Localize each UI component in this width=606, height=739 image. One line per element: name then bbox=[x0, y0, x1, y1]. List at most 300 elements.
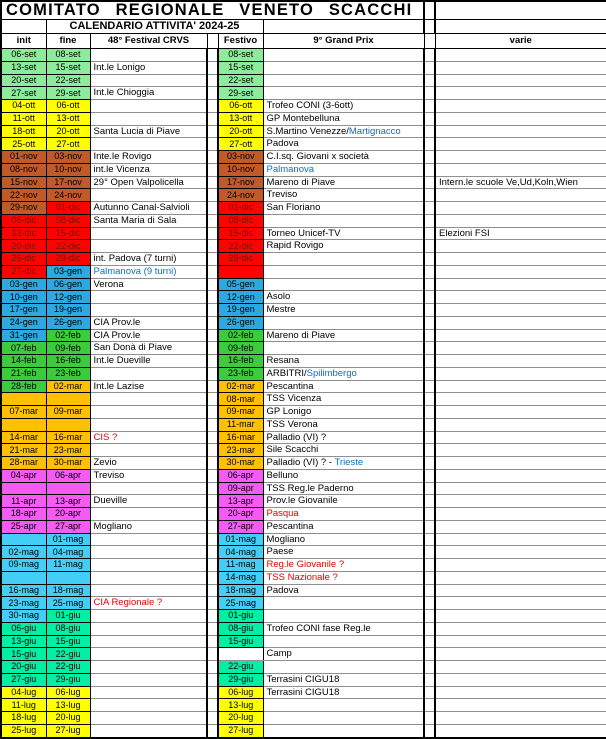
init-date-cell[interactable]: 02-mag bbox=[1, 546, 46, 559]
festivo-date-cell[interactable]: 16-feb bbox=[218, 355, 263, 368]
fine-date-cell[interactable]: 17-nov bbox=[46, 176, 90, 189]
varie-cell[interactable] bbox=[435, 202, 606, 215]
init-date-cell[interactable] bbox=[1, 393, 46, 406]
fine-date-cell[interactable]: 09-feb bbox=[46, 342, 90, 355]
init-date-cell[interactable] bbox=[1, 571, 46, 584]
festivo-date-cell[interactable]: 15-dic bbox=[218, 227, 263, 240]
festival-event-cell[interactable]: 29° Open Valpolicella bbox=[90, 176, 207, 189]
varie-cell[interactable] bbox=[435, 355, 606, 368]
fine-date-cell[interactable]: 06-lug bbox=[46, 686, 90, 699]
varie-cell[interactable] bbox=[435, 380, 606, 393]
festivo-date-cell[interactable]: 06-ott bbox=[218, 100, 263, 113]
grand-prix-event-cell[interactable] bbox=[263, 278, 424, 291]
init-date-cell[interactable]: 06-giu bbox=[1, 622, 46, 635]
fine-date-cell[interactable]: 04-mag bbox=[46, 546, 90, 559]
grand-prix-event-cell[interactable]: TSS Verona bbox=[263, 418, 424, 431]
fine-date-cell[interactable]: 30-mar bbox=[46, 457, 90, 470]
festivo-date-cell[interactable]: 13-apr bbox=[218, 495, 263, 508]
fine-date-cell[interactable]: 13-apr bbox=[46, 495, 90, 508]
varie-cell[interactable] bbox=[435, 291, 606, 304]
festivo-date-cell[interactable]: 11-mag bbox=[218, 559, 263, 572]
fine-date-cell[interactable]: 01-dic bbox=[46, 202, 90, 215]
festival-event-cell[interactable] bbox=[90, 584, 207, 597]
festival-event-cell[interactable] bbox=[90, 367, 207, 380]
fine-date-cell[interactable]: 08-dic bbox=[46, 214, 90, 227]
varie-cell[interactable] bbox=[435, 444, 606, 457]
festival-event-cell[interactable] bbox=[90, 304, 207, 317]
varie-cell[interactable] bbox=[435, 125, 606, 138]
festival-event-cell[interactable]: CIA Prov.le bbox=[90, 316, 207, 329]
init-date-cell[interactable]: 13-dic bbox=[1, 227, 46, 240]
grand-prix-event-cell[interactable] bbox=[263, 214, 424, 227]
varie-cell[interactable] bbox=[435, 712, 606, 725]
festivo-date-cell[interactable]: 29-dic bbox=[218, 253, 263, 266]
grand-prix-event-cell[interactable] bbox=[263, 571, 424, 584]
festivo-date-cell[interactable]: 30-mar bbox=[218, 457, 263, 470]
varie-cell[interactable] bbox=[435, 559, 606, 572]
fine-date-cell[interactable]: 26-gen bbox=[46, 316, 90, 329]
varie-cell[interactable] bbox=[435, 316, 606, 329]
linked-venue-text[interactable]: Palmanova (9 turni) bbox=[93, 265, 177, 277]
varie-cell[interactable] bbox=[435, 163, 606, 176]
varie-cell[interactable] bbox=[435, 699, 606, 712]
festival-event-cell[interactable] bbox=[90, 406, 207, 419]
festivo-date-cell[interactable]: 23-mar bbox=[218, 444, 263, 457]
grand-prix-event-cell[interactable]: Palladio (VI) ? bbox=[263, 431, 424, 444]
fine-date-cell[interactable]: 20-lug bbox=[46, 712, 90, 725]
fine-date-cell[interactable]: 02-mar bbox=[46, 380, 90, 393]
grand-prix-event-cell[interactable] bbox=[263, 74, 424, 87]
init-date-cell[interactable]: 20-dic bbox=[1, 240, 46, 253]
grand-prix-event-cell[interactable] bbox=[263, 316, 424, 329]
init-date-cell[interactable]: 07-feb bbox=[1, 342, 46, 355]
fine-date-cell[interactable]: 10-nov bbox=[46, 163, 90, 176]
grand-prix-event-cell[interactable] bbox=[263, 559, 424, 572]
festival-event-cell[interactable] bbox=[90, 648, 207, 661]
varie-cell[interactable] bbox=[435, 253, 606, 266]
fine-date-cell[interactable]: 29-set bbox=[46, 87, 90, 100]
fine-date-cell[interactable]: 02-feb bbox=[46, 329, 90, 342]
festivo-date-cell[interactable]: 09-mar bbox=[218, 406, 263, 419]
init-date-cell[interactable]: 23-mag bbox=[1, 597, 46, 610]
grand-prix-event-cell[interactable] bbox=[263, 712, 424, 725]
festivo-date-cell[interactable]: 16-mar bbox=[218, 431, 263, 444]
varie-cell[interactable] bbox=[435, 661, 606, 674]
festivo-date-cell[interactable]: 20-lug bbox=[218, 712, 263, 725]
fine-date-cell[interactable]: 13-ott bbox=[46, 112, 90, 125]
grand-prix-event-cell[interactable] bbox=[263, 699, 424, 712]
festival-event-cell[interactable] bbox=[90, 533, 207, 546]
fine-date-cell[interactable]: 29-dic bbox=[46, 253, 90, 266]
grand-prix-event-cell[interactable]: Sile Scacchi bbox=[263, 444, 424, 457]
varie-cell[interactable] bbox=[435, 406, 606, 419]
varie-cell[interactable] bbox=[435, 329, 606, 342]
grand-prix-event-cell[interactable]: Torneo Unicef-TV bbox=[263, 227, 424, 240]
init-date-cell[interactable]: 17-gen bbox=[1, 304, 46, 317]
varie-cell[interactable] bbox=[435, 189, 606, 202]
fine-date-cell[interactable]: 29-giu bbox=[46, 673, 90, 686]
festivo-date-cell[interactable]: 29-giu bbox=[218, 673, 263, 686]
varie-cell[interactable] bbox=[435, 495, 606, 508]
grand-prix-event-cell[interactable] bbox=[263, 724, 424, 737]
grand-prix-event-cell[interactable] bbox=[263, 367, 424, 380]
init-date-cell[interactable]: 21-mar bbox=[1, 444, 46, 457]
fine-date-cell[interactable]: 08-giu bbox=[46, 622, 90, 635]
festival-event-cell[interactable]: Int.le Dueville bbox=[90, 355, 207, 368]
init-date-cell[interactable]: 04-ott bbox=[1, 100, 46, 113]
festivo-date-cell[interactable]: 23-feb bbox=[218, 367, 263, 380]
grand-prix-event-cell[interactable]: Camp bbox=[263, 648, 424, 661]
varie-cell[interactable] bbox=[435, 533, 606, 546]
festivo-date-cell[interactable]: 14-mag bbox=[218, 571, 263, 584]
festivo-date-cell[interactable]: 02-feb bbox=[218, 329, 263, 342]
fine-date-cell[interactable]: 15-giu bbox=[46, 635, 90, 648]
festival-event-cell[interactable] bbox=[90, 74, 207, 87]
festival-event-cell[interactable] bbox=[90, 100, 207, 113]
grand-prix-event-cell[interactable] bbox=[263, 49, 424, 62]
varie-cell[interactable] bbox=[435, 648, 606, 661]
init-date-cell[interactable]: 18-ott bbox=[1, 125, 46, 138]
fine-date-cell[interactable]: 22-set bbox=[46, 74, 90, 87]
fine-date-cell[interactable]: 06-gen bbox=[46, 278, 90, 291]
varie-cell[interactable] bbox=[435, 112, 606, 125]
festivo-date-cell[interactable]: 18-mag bbox=[218, 584, 263, 597]
grand-prix-event-cell[interactable] bbox=[263, 163, 424, 176]
grand-prix-event-cell[interactable]: San Floriano bbox=[263, 202, 424, 215]
init-date-cell[interactable]: 07-mar bbox=[1, 406, 46, 419]
festivo-date-cell[interactable]: 08-set bbox=[218, 49, 263, 62]
init-date-cell[interactable]: 09-mag bbox=[1, 559, 46, 572]
varie-cell[interactable] bbox=[435, 482, 606, 495]
grand-prix-event-cell[interactable] bbox=[263, 265, 424, 278]
init-date-cell[interactable]: 28-mar bbox=[1, 457, 46, 470]
fine-date-cell[interactable]: 23-feb bbox=[46, 367, 90, 380]
fine-date-cell[interactable]: 22-giu bbox=[46, 648, 90, 661]
fine-date-cell[interactable]: 16-mar bbox=[46, 431, 90, 444]
grand-prix-event-cell[interactable] bbox=[263, 661, 424, 674]
fine-date-cell[interactable]: 08-set bbox=[46, 49, 90, 62]
festival-event-cell[interactable] bbox=[90, 431, 207, 444]
varie-cell[interactable] bbox=[435, 635, 606, 648]
init-date-cell[interactable]: 10-gen bbox=[1, 291, 46, 304]
grand-prix-event-cell[interactable] bbox=[263, 457, 424, 470]
festival-event-cell[interactable] bbox=[90, 712, 207, 725]
fine-date-cell[interactable] bbox=[46, 393, 90, 406]
grand-prix-event-cell[interactable]: GP Lonigo bbox=[263, 406, 424, 419]
grand-prix-event-cell[interactable]: Terrasini CIGU18 bbox=[263, 673, 424, 686]
festivo-date-cell[interactable]: 26-gen bbox=[218, 316, 263, 329]
init-date-cell[interactable]: 11-ott bbox=[1, 112, 46, 125]
varie-cell[interactable] bbox=[435, 240, 606, 253]
varie-cell[interactable]: Intern.le scuole Ve,Ud,Koln,Wien bbox=[435, 176, 606, 189]
init-date-cell[interactable]: 24-gen bbox=[1, 316, 46, 329]
grand-prix-event-cell[interactable]: C.I.sq. Giovani x società bbox=[263, 151, 424, 164]
grand-prix-event-cell[interactable]: Asolo bbox=[263, 291, 424, 304]
festivo-date-cell[interactable]: 27-apr bbox=[218, 520, 263, 533]
fine-date-cell[interactable]: 15-dic bbox=[46, 227, 90, 240]
init-date-cell[interactable]: 27-set bbox=[1, 87, 46, 100]
fine-date-cell[interactable]: 13-lug bbox=[46, 699, 90, 712]
festivo-date-cell[interactable]: 13-ott bbox=[218, 112, 263, 125]
grand-prix-event-cell[interactable]: GP Montebelluna bbox=[263, 112, 424, 125]
grand-prix-event-cell[interactable]: Mestre bbox=[263, 304, 424, 317]
grand-prix-event-cell[interactable]: Mareno di Piave bbox=[263, 176, 424, 189]
init-date-cell[interactable]: 20-set bbox=[1, 74, 46, 87]
init-date-cell[interactable]: 13-giu bbox=[1, 635, 46, 648]
fine-date-cell[interactable]: 24-nov bbox=[46, 189, 90, 202]
festival-event-cell[interactable]: Int.le Chioggia bbox=[90, 87, 207, 100]
fine-date-cell[interactable]: 15-set bbox=[46, 61, 90, 74]
festivo-date-cell[interactable]: 05-gen bbox=[218, 278, 263, 291]
fine-date-cell[interactable]: 27-lug bbox=[46, 724, 90, 737]
festival-event-cell[interactable] bbox=[90, 508, 207, 521]
init-date-cell[interactable]: 20-giu bbox=[1, 661, 46, 674]
fine-date-cell[interactable]: 01-giu bbox=[46, 610, 90, 623]
init-date-cell[interactable]: 15-giu bbox=[1, 648, 46, 661]
init-date-cell[interactable]: 04-apr bbox=[1, 469, 46, 482]
festival-event-cell[interactable]: int. Padova (7 turni) bbox=[90, 253, 207, 266]
festivo-date-cell[interactable]: 25-mag bbox=[218, 597, 263, 610]
grand-prix-event-cell[interactable] bbox=[263, 342, 424, 355]
varie-cell[interactable] bbox=[435, 431, 606, 444]
init-date-cell[interactable]: 06-set bbox=[1, 49, 46, 62]
festival-event-cell[interactable]: int.le Vicenza bbox=[90, 163, 207, 176]
grand-prix-event-cell[interactable] bbox=[263, 253, 424, 266]
varie-cell[interactable] bbox=[435, 546, 606, 559]
fine-date-cell[interactable]: 01-mag bbox=[46, 533, 90, 546]
festival-event-cell[interactable] bbox=[90, 418, 207, 431]
festival-event-cell[interactable]: Verona bbox=[90, 278, 207, 291]
festivo-date-cell[interactable]: 09-feb bbox=[218, 342, 263, 355]
varie-cell[interactable] bbox=[435, 724, 606, 737]
festival-event-cell[interactable] bbox=[90, 661, 207, 674]
festivo-date-cell[interactable]: 08-mar bbox=[218, 393, 263, 406]
varie-cell[interactable] bbox=[435, 508, 606, 521]
grand-prix-event-cell[interactable]: Pescantina bbox=[263, 380, 424, 393]
varie-cell[interactable] bbox=[435, 393, 606, 406]
grand-prix-event-cell[interactable]: Mogliano bbox=[263, 533, 424, 546]
festival-event-cell[interactable] bbox=[90, 189, 207, 202]
festivo-date-cell[interactable]: 06-apr bbox=[218, 469, 263, 482]
init-date-cell[interactable]: 11-lug bbox=[1, 699, 46, 712]
varie-cell[interactable] bbox=[435, 469, 606, 482]
grand-prix-event-cell[interactable]: Prov.le Giovanile bbox=[263, 495, 424, 508]
varie-cell[interactable] bbox=[435, 622, 606, 635]
festivo-date-cell[interactable]: 01-giu bbox=[218, 610, 263, 623]
init-date-cell[interactable]: 30-mag bbox=[1, 610, 46, 623]
festivo-date-cell[interactable]: 24-nov bbox=[218, 189, 263, 202]
festival-event-cell[interactable]: Int.le Lazise bbox=[90, 380, 207, 393]
festival-event-cell[interactable]: Mogliano bbox=[90, 520, 207, 533]
fine-date-cell[interactable]: 11-mag bbox=[46, 559, 90, 572]
festivo-date-cell[interactable]: 08-giu bbox=[218, 622, 263, 635]
varie-cell[interactable] bbox=[435, 61, 606, 74]
linked-venue-text[interactable]: Palmanova bbox=[266, 163, 315, 175]
fine-date-cell[interactable]: 09-mar bbox=[46, 406, 90, 419]
varie-cell[interactable] bbox=[435, 367, 606, 380]
init-date-cell[interactable]: 28-feb bbox=[1, 380, 46, 393]
festival-event-cell[interactable] bbox=[90, 597, 207, 610]
festivo-date-cell[interactable]: 22-giu bbox=[218, 661, 263, 674]
init-date-cell[interactable]: 25-apr bbox=[1, 520, 46, 533]
varie-cell[interactable] bbox=[435, 74, 606, 87]
varie-cell[interactable] bbox=[435, 571, 606, 584]
init-date-cell[interactable]: 18-apr bbox=[1, 508, 46, 521]
festivo-date-cell[interactable]: 15-set bbox=[218, 61, 263, 74]
init-date-cell[interactable] bbox=[1, 418, 46, 431]
fine-date-cell[interactable]: 03-gen bbox=[46, 265, 90, 278]
festivo-date-cell[interactable]: 22-set bbox=[218, 74, 263, 87]
grand-prix-event-cell[interactable]: Pescantina bbox=[263, 520, 424, 533]
festival-event-cell[interactable] bbox=[90, 622, 207, 635]
festival-event-cell[interactable]: Santa Maria di Sala bbox=[90, 214, 207, 227]
varie-cell[interactable] bbox=[435, 610, 606, 623]
festivo-date-cell[interactable]: 29-set bbox=[218, 87, 263, 100]
varie-cell[interactable]: Elezioni FSI bbox=[435, 227, 606, 240]
festival-event-cell[interactable] bbox=[90, 699, 207, 712]
festivo-date-cell[interactable]: 20-ott bbox=[218, 125, 263, 138]
init-date-cell[interactable]: 18-lug bbox=[1, 712, 46, 725]
grand-prix-event-cell[interactable] bbox=[263, 635, 424, 648]
varie-cell[interactable] bbox=[435, 304, 606, 317]
festival-event-cell[interactable]: Inte.le Rovigo bbox=[90, 151, 207, 164]
init-date-cell[interactable]: 22-nov bbox=[1, 189, 46, 202]
festival-event-cell[interactable] bbox=[90, 112, 207, 125]
festival-event-cell[interactable]: Autunno Canal-Salvioli bbox=[90, 202, 207, 215]
festivo-date-cell[interactable]: 27-lug bbox=[218, 724, 263, 737]
festivo-date-cell[interactable]: 01-dic bbox=[218, 202, 263, 215]
fine-date-cell[interactable] bbox=[46, 418, 90, 431]
festival-event-cell[interactable]: Zevio bbox=[90, 457, 207, 470]
varie-cell[interactable] bbox=[435, 278, 606, 291]
festival-event-cell[interactable] bbox=[90, 610, 207, 623]
fine-date-cell[interactable] bbox=[46, 482, 90, 495]
varie-cell[interactable] bbox=[435, 214, 606, 227]
grand-prix-event-cell[interactable]: Belluno bbox=[263, 469, 424, 482]
fine-date-cell[interactable]: 18-mag bbox=[46, 584, 90, 597]
init-date-cell[interactable]: 25-ott bbox=[1, 138, 46, 151]
fine-date-cell[interactable]: 22-dic bbox=[46, 240, 90, 253]
festivo-date-cell[interactable]: 13-lug bbox=[218, 699, 263, 712]
varie-cell[interactable] bbox=[435, 673, 606, 686]
grand-prix-event-cell[interactable]: Treviso bbox=[263, 189, 424, 202]
init-date-cell[interactable]: 14-mar bbox=[1, 431, 46, 444]
festivo-date-cell[interactable]: 12-gen bbox=[218, 291, 263, 304]
varie-cell[interactable] bbox=[435, 686, 606, 699]
festival-event-cell[interactable]: San Donà di Piave bbox=[90, 342, 207, 355]
festival-event-cell[interactable] bbox=[90, 635, 207, 648]
fine-date-cell[interactable]: 20-ott bbox=[46, 125, 90, 138]
linked-venue-text[interactable]: Martignacco bbox=[348, 125, 401, 137]
init-date-cell[interactable]: 04-lug bbox=[1, 686, 46, 699]
varie-cell[interactable] bbox=[435, 100, 606, 113]
festivo-date-cell[interactable]: 22-dic bbox=[218, 240, 263, 253]
grand-prix-event-cell[interactable]: Rapid Rovigo bbox=[263, 240, 424, 253]
fine-date-cell[interactable]: 19-gen bbox=[46, 304, 90, 317]
festival-event-cell[interactable]: Treviso bbox=[90, 469, 207, 482]
festival-event-cell[interactable] bbox=[90, 673, 207, 686]
festival-event-cell[interactable]: Dueville bbox=[90, 495, 207, 508]
grand-prix-event-cell[interactable] bbox=[263, 508, 424, 521]
fine-date-cell[interactable]: 23-mar bbox=[46, 444, 90, 457]
festivo-date-cell[interactable]: 01-mag bbox=[218, 533, 263, 546]
festival-event-cell[interactable] bbox=[90, 482, 207, 495]
grand-prix-event-cell[interactable]: TSS Vicenza bbox=[263, 393, 424, 406]
grand-prix-event-cell[interactable] bbox=[263, 61, 424, 74]
init-date-cell[interactable] bbox=[1, 533, 46, 546]
fine-date-cell[interactable]: 06-ott bbox=[46, 100, 90, 113]
festivo-date-cell[interactable]: 04-mag bbox=[218, 546, 263, 559]
festival-event-cell[interactable] bbox=[90, 265, 207, 278]
grand-prix-event-cell[interactable] bbox=[263, 597, 424, 610]
grand-prix-event-cell[interactable]: TSS Reg.le Paderno bbox=[263, 482, 424, 495]
festival-event-cell[interactable] bbox=[90, 546, 207, 559]
fine-date-cell[interactable]: 25-mag bbox=[46, 597, 90, 610]
festival-event-cell[interactable] bbox=[90, 724, 207, 737]
festivo-date-cell[interactable]: 17-nov bbox=[218, 176, 263, 189]
varie-cell[interactable] bbox=[435, 342, 606, 355]
fine-date-cell[interactable]: 27-apr bbox=[46, 520, 90, 533]
festival-event-cell[interactable] bbox=[90, 571, 207, 584]
init-date-cell[interactable]: 27-giu bbox=[1, 673, 46, 686]
grand-prix-event-cell[interactable]: Padova bbox=[263, 138, 424, 151]
init-date-cell[interactable]: 15-nov bbox=[1, 176, 46, 189]
festival-event-cell[interactable] bbox=[90, 393, 207, 406]
init-date-cell[interactable]: 21-feb bbox=[1, 367, 46, 380]
init-date-cell[interactable]: 27-dic bbox=[1, 265, 46, 278]
fine-date-cell[interactable]: 22-giu bbox=[46, 661, 90, 674]
fine-date-cell[interactable] bbox=[46, 571, 90, 584]
varie-cell[interactable] bbox=[435, 584, 606, 597]
festival-event-cell[interactable]: CIA Prov.le bbox=[90, 329, 207, 342]
varie-cell[interactable] bbox=[435, 457, 606, 470]
init-date-cell[interactable]: 14-feb bbox=[1, 355, 46, 368]
festival-event-cell[interactable] bbox=[90, 559, 207, 572]
grand-prix-event-cell[interactable]: Resana bbox=[263, 355, 424, 368]
init-date-cell[interactable]: 31-gen bbox=[1, 329, 46, 342]
grand-prix-event-cell[interactable]: Mareno di Piave bbox=[263, 329, 424, 342]
festival-event-cell[interactable] bbox=[90, 240, 207, 253]
festival-event-cell[interactable] bbox=[90, 291, 207, 304]
init-date-cell[interactable]: 25-lug bbox=[1, 724, 46, 737]
init-date-cell[interactable]: 03-gen bbox=[1, 278, 46, 291]
grand-prix-event-cell[interactable] bbox=[263, 87, 424, 100]
init-date-cell[interactable]: 06-dic bbox=[1, 214, 46, 227]
festivo-date-cell[interactable]: 08-dic bbox=[218, 214, 263, 227]
festivo-date-cell[interactable]: 15-giu bbox=[218, 635, 263, 648]
grand-prix-event-cell[interactable]: Trofeo CONI fase Reg.le bbox=[263, 622, 424, 635]
festival-event-cell[interactable] bbox=[90, 138, 207, 151]
festivo-date-cell[interactable] bbox=[218, 265, 263, 278]
festival-event-cell[interactable] bbox=[90, 227, 207, 240]
linked-venue-text[interactable]: Spilimbergo bbox=[306, 367, 357, 379]
init-date-cell[interactable]: 13-set bbox=[1, 61, 46, 74]
fine-date-cell[interactable]: 12-gen bbox=[46, 291, 90, 304]
fine-date-cell[interactable]: 20-apr bbox=[46, 508, 90, 521]
varie-cell[interactable] bbox=[435, 597, 606, 610]
linked-venue-text[interactable]: Trieste bbox=[334, 457, 364, 469]
init-date-cell[interactable]: 16-mag bbox=[1, 584, 46, 597]
festivo-date-cell[interactable]: 09-apr bbox=[218, 482, 263, 495]
festivo-date-cell[interactable]: 02-mar bbox=[218, 380, 263, 393]
festival-event-cell[interactable]: Int.le Lonigo bbox=[90, 61, 207, 74]
fine-date-cell[interactable]: 03-nov bbox=[46, 151, 90, 164]
festivo-date-cell[interactable]: 27-ott bbox=[218, 138, 263, 151]
init-date-cell[interactable] bbox=[1, 482, 46, 495]
varie-cell[interactable] bbox=[435, 138, 606, 151]
grand-prix-event-cell[interactable] bbox=[263, 125, 424, 138]
festival-event-cell[interactable] bbox=[90, 686, 207, 699]
